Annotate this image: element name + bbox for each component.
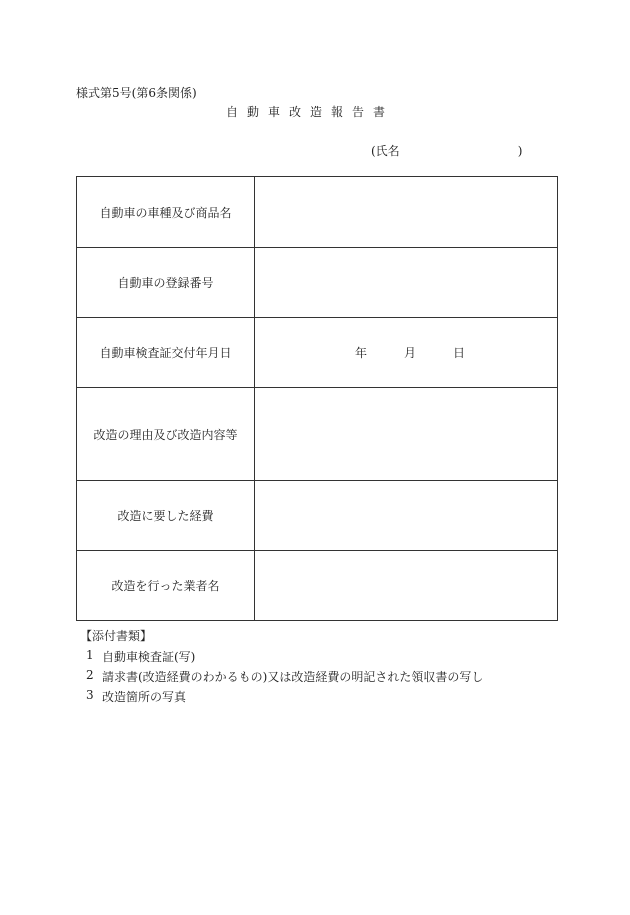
attachments-heading: 【添付書類】	[80, 629, 153, 643]
name-close-paren: )	[517, 144, 523, 158]
value-inspection-date[interactable]	[255, 318, 558, 388]
value-registration-number[interactable]	[255, 248, 558, 318]
name-field	[371, 142, 522, 159]
attachments-list	[76, 648, 483, 705]
list-item-text: 請求書(改造経費のわかるもの)又は改造経費の明記された領収書の写し	[102, 670, 484, 684]
table-row	[77, 551, 558, 621]
table-row	[77, 481, 558, 551]
list-item-text: 自動車検査証(写)	[102, 650, 196, 664]
list-item-number: 2	[86, 668, 94, 682]
label-contractor-name: 改造を行った業者名	[77, 551, 255, 621]
table-row	[77, 388, 558, 481]
list-item-number: 1	[86, 648, 94, 662]
list-item-number: 3	[86, 688, 94, 702]
label-modification-reason: 改造の理由及び改造内容等	[77, 388, 255, 481]
document-title: 自動車改造報告書	[226, 105, 395, 119]
label-registration-number: 自動車の登録番号	[77, 248, 255, 318]
table-row	[77, 177, 558, 248]
day-unit: 日	[453, 346, 466, 360]
list-item	[86, 688, 483, 705]
value-vehicle-type[interactable]	[255, 177, 558, 248]
label-modification-cost: 改造に要した経費	[77, 481, 255, 551]
table-row	[77, 318, 558, 388]
table-row	[77, 248, 558, 318]
month-unit: 月	[404, 346, 417, 360]
attachments-section	[76, 627, 483, 708]
value-contractor-name[interactable]	[255, 551, 558, 621]
list-item	[86, 668, 483, 685]
label-vehicle-type: 自動車の車種及び商品名	[77, 177, 255, 248]
label-inspection-date: 自動車検査証交付年月日	[77, 318, 255, 388]
name-label: (氏名	[371, 144, 400, 158]
date-cell	[255, 344, 557, 361]
list-item	[86, 648, 483, 665]
report-table	[76, 176, 558, 621]
list-item-text: 改造箇所の写真	[102, 690, 187, 704]
year-unit: 年	[355, 346, 368, 360]
value-modification-cost[interactable]	[255, 481, 558, 551]
form-number: 様式第5号(第6条関係)	[76, 86, 197, 100]
value-modification-reason[interactable]	[255, 388, 558, 481]
